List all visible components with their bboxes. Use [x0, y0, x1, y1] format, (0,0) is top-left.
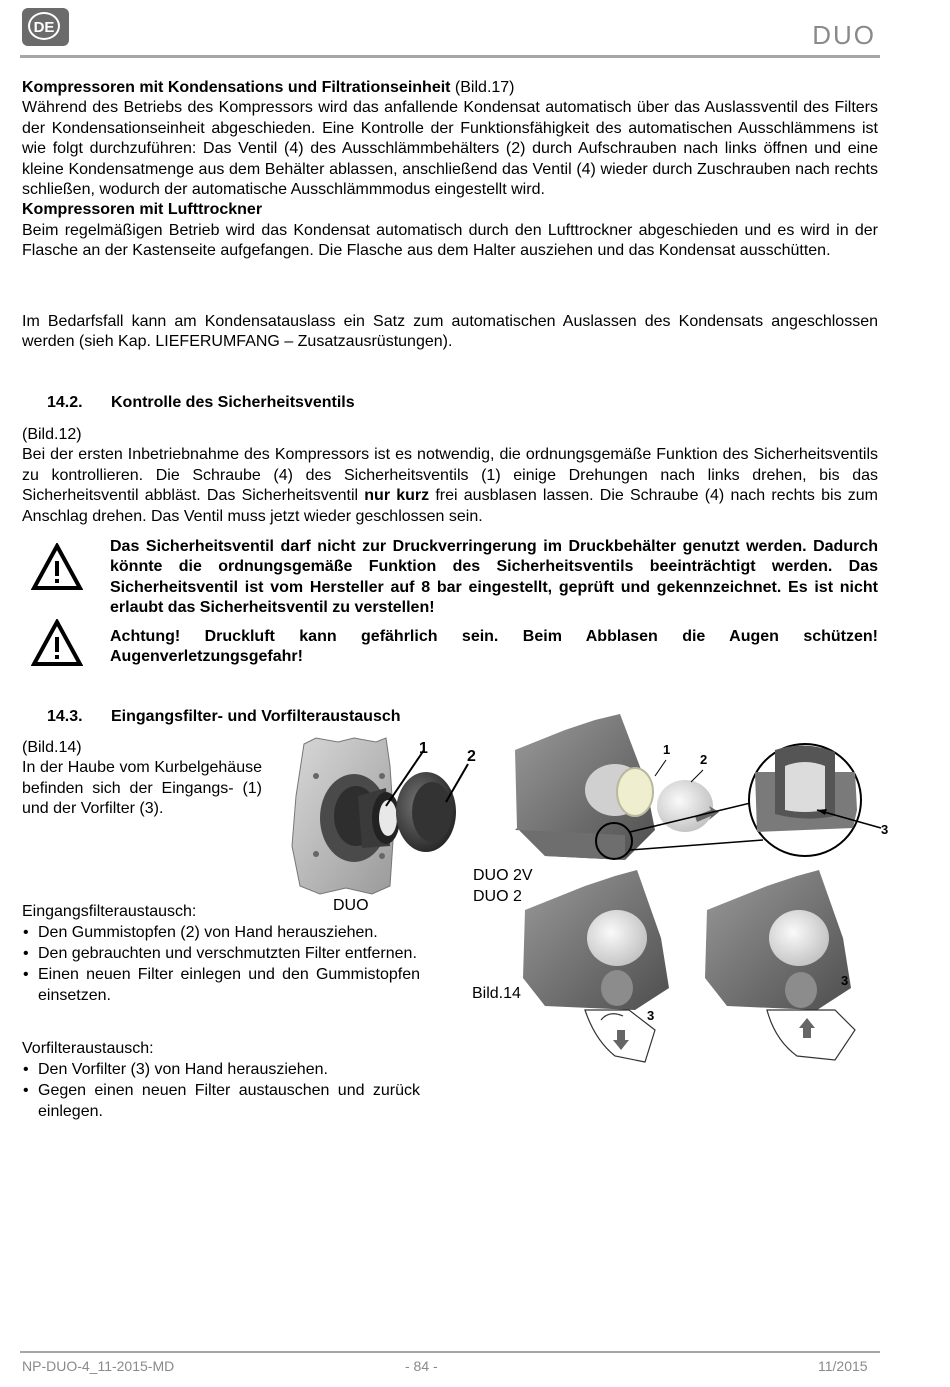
- svg-text:1: 1: [663, 742, 671, 757]
- section-14-2-text: Bei der ersten Inbetriebnahme des Kompressors ist es notwendig, die ordnungsgemäße Funktion des Sicherheitsventils zu kontrollieren. Die Schraube (4) des Sicherheitsventils (1) einige Drehungen nach links drehen, bis das Sicherheitsventil abbläst. Das Sicherheitsventil nur kurz frei ausblasen lassen. Die Schraube (4) nach rechts bis zum Anschlag drehen. Das Ventil muss jetzt wieder geschlossen sein.: [22, 446, 878, 525]
- section-14-2-body: [22, 425, 878, 527]
- input-filter-steps: [22, 922, 420, 1006]
- condensation-heading: Kompressoren mit Kondensations und Filtrationseinheit (Bild.17): [22, 79, 515, 96]
- input-filter-instructions: [22, 902, 420, 1006]
- doc-date: 11/2015: [818, 1358, 868, 1374]
- language-code: DE: [28, 12, 60, 40]
- condensation-body: Während des Betriebs des Kompressors wird das anfallende Kondensat automatisch über das Auslassventil des Filters der Kondensationseinheit abgeschieden. Eine Kontrolle der Funktionsfähigkeit des automatischen Ausschlämmens ist wie folgt durchzuführen: Das Ventil (4) des Ausschlämmbehälters (2) durch Aufschrauben nach links öffnen und eine kleine Kondensatmenge aus dem Behälter ablassen, anschließend das Ventil (4) wieder durch Zuschrauben nach rechts schließen, wodurch der automatische Ausschlämmmodus eingestellt wird.: [22, 99, 878, 199]
- duo2-filter-illustration: [505, 710, 900, 1065]
- warning-triangle-icon: [31, 543, 83, 591]
- label-duo2v: DUO 2V: [473, 867, 533, 884]
- page-number: - 84 -: [405, 1358, 438, 1374]
- list-item: • Den Gummistopfen (2) von Hand herausziehen.: [22, 922, 420, 943]
- dryer-heading: Kompressoren mit Lufttrockner: [22, 201, 263, 219]
- duo-filter-illustration: [286, 736, 476, 896]
- dryer-body: Beim regelmäßigen Betrieb wird das Kondensat automatisch durch den Lufttrockner abgeschieden und es wird in der Flasche an der Kastenseite aufgefangen. Die Flasche aus dem Halter ausziehen und das Kondensat ausschütten.: [22, 221, 878, 260]
- svg-text:2: 2: [700, 752, 708, 767]
- callout-2: 2: [467, 748, 476, 765]
- section-14-3-intro-text: In der Haube vom Kurbelgehäuse befinden sich der Eingangs- (1) und der Vorfilter (3).: [22, 759, 262, 818]
- label-duo: DUO: [333, 897, 369, 914]
- figure-caption: Bild.14: [472, 985, 521, 1002]
- section-14-2-heading: 14.2. Kontrolle des Sicherheitsventils: [47, 394, 355, 411]
- warning-compressed-air: Achtung! Druckluft kann gefährlich sein. Beim Abblasen die Augen schützen! Augenverletzungsgefahr!: [110, 628, 878, 666]
- prefilter-instructions: [22, 1039, 420, 1122]
- section-14-3-heading: 14.3. Eingangsfilter- und Vorfilteraustausch: [47, 708, 401, 725]
- list-item: • Einen neuen Filter einlegen und den Gummistopfen einsetzen.: [22, 964, 420, 1006]
- warning-safety-valve: Das Sicherheitsventil darf nicht zur Druckverringerung im Druckbehälter genutzt werden. Dadurch könnte die ordnungsgemäße Funktion des Sicherheitsventils beeinträchtigt werden. Das Sicherheitsventil ist vom Hersteller auf 8 bar eingestellt, geprüft und gekennzeichnet. Es ist nicht erlaubt das Sicherheitsventil zu verstellen!: [110, 538, 878, 617]
- prefilter-steps: [22, 1059, 420, 1122]
- list-item: • Den gebrauchten und verschmutzten Filter entfernen.: [22, 943, 420, 964]
- section-14-3-ref: (Bild.14): [22, 739, 82, 756]
- list-item: • Gegen einen neuen Filter austauschen und zurück einlegen.: [22, 1080, 420, 1122]
- label-duo2-text: DUO 2: [473, 888, 522, 905]
- input-filter-title: Eingangsfilteraustausch:: [22, 903, 197, 920]
- header-rule: [20, 55, 880, 58]
- product-name: DUO: [812, 20, 876, 50]
- footer-rule: [20, 1351, 880, 1353]
- prefilter-title: Vorfilteraustausch:: [22, 1040, 154, 1057]
- doc-id: NP-DUO-4_11-2015-MD: [22, 1358, 175, 1374]
- list-item: • Den Vorfilter (3) von Hand herausziehen.: [22, 1059, 420, 1080]
- section-14-2-ref: (Bild.12): [22, 426, 82, 443]
- callout-1: 1: [419, 740, 428, 757]
- svg-text:3: 3: [647, 1008, 655, 1023]
- svg-text:3: 3: [881, 822, 889, 837]
- svg-text:3: 3: [841, 973, 849, 988]
- condensation-section: [22, 78, 878, 262]
- label-duo2: [473, 865, 533, 907]
- dryer-body-2: Im Bedarfsfall kann am Kondensatauslass ein Satz zum automatischen Auslassen des Kondensats angeschlossen werden (sieh Kap. LIEFERUMFANG – Zusatzausrüstungen).: [22, 313, 878, 351]
- section-14-3-intro: [22, 738, 262, 820]
- warning-triangle-icon: [31, 619, 83, 667]
- language-badge: [22, 8, 69, 46]
